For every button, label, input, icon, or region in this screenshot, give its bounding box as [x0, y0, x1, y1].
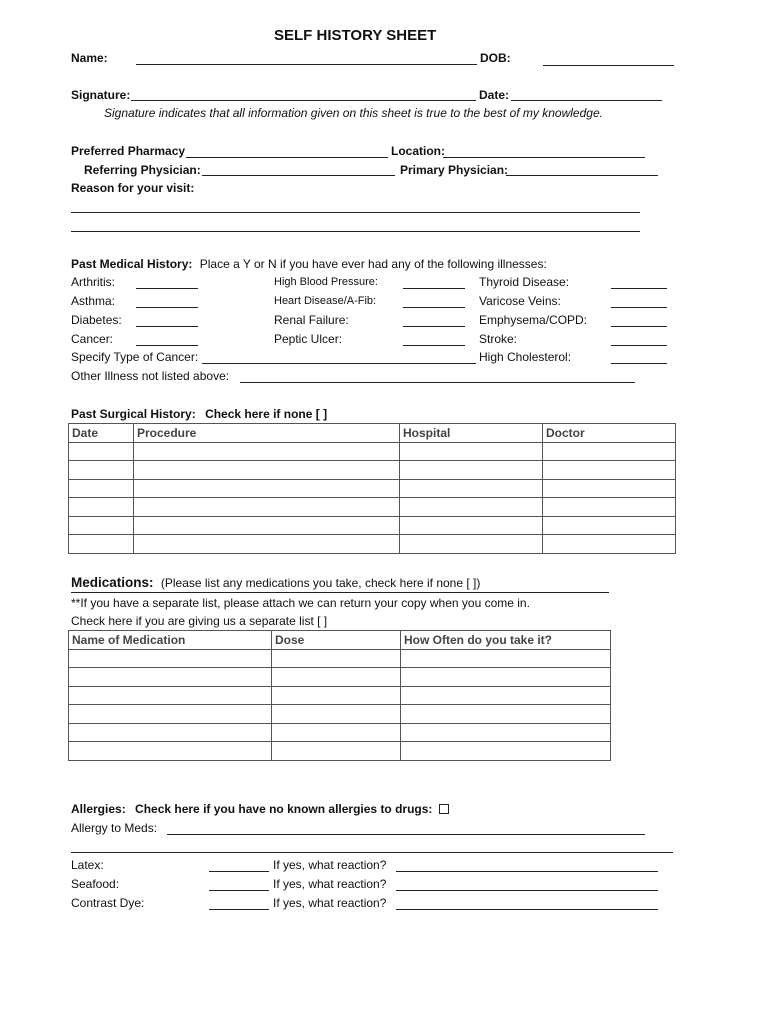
table-row — [69, 705, 611, 724]
latex-reaction-field[interactable] — [396, 871, 658, 872]
referring-physician-label: Referring Physician: — [84, 163, 201, 177]
pmh-arthritis-field[interactable] — [136, 288, 198, 289]
table-cell[interactable] — [543, 442, 676, 461]
table-cell[interactable] — [272, 649, 401, 668]
psh-check-none[interactable]: Check here if none [ ] — [205, 407, 328, 421]
table-cell[interactable] — [69, 742, 272, 761]
table-header-row — [69, 631, 611, 650]
pmh-renal-failure-field[interactable] — [403, 326, 465, 327]
name-label: Name: — [71, 51, 108, 65]
meds-separate-list-check[interactable]: Check here if you are giving us a separate list [ ] — [71, 614, 328, 628]
meds-header — [71, 575, 480, 590]
primary-physician-field[interactable] — [506, 175, 658, 176]
table-cell[interactable] — [69, 535, 134, 554]
meds-instruction[interactable]: (Please list any medications you take, check here if none [ ]) — [160, 576, 481, 590]
pmh-item-arthritis: Arthritis: — [71, 275, 116, 289]
location-field[interactable] — [443, 157, 645, 158]
table-cell[interactable] — [543, 479, 676, 498]
page-title: SELF HISTORY SHEET — [274, 27, 437, 44]
reason-field-line-2[interactable] — [71, 231, 640, 232]
table-row — [69, 742, 611, 761]
col-date: Date — [69, 424, 134, 443]
table-cell[interactable] — [400, 479, 543, 498]
table-cell[interactable] — [272, 723, 401, 742]
allergies-header — [71, 802, 449, 816]
signature-field[interactable] — [131, 100, 476, 101]
pmh-emphysema-copd-field[interactable] — [611, 326, 667, 327]
pmh-header — [71, 257, 547, 271]
table-cell[interactable] — [400, 442, 543, 461]
table-cell[interactable] — [272, 668, 401, 687]
pmh-high-cholesterol-field[interactable] — [611, 363, 667, 364]
pmh-other-illness-field[interactable] — [240, 382, 635, 383]
reason-label: Reason for your visit: — [71, 181, 195, 195]
table-row — [69, 723, 611, 742]
pmh-varicose-veins-field[interactable] — [611, 307, 667, 308]
pmh-item-asthma: Asthma: — [71, 294, 116, 308]
table-cell[interactable] — [134, 461, 400, 480]
pmh-item-varicose-veins: Varicose Veins: — [479, 294, 561, 308]
date-label: Date: — [479, 88, 510, 102]
preferred-pharmacy-label: Preferred Pharmacy — [71, 144, 186, 158]
pmh-heart-disease-field[interactable] — [403, 307, 465, 308]
col-hospital: Hospital — [400, 424, 543, 443]
contrast-dye-field[interactable] — [209, 909, 269, 910]
table-cell[interactable] — [134, 498, 400, 517]
table-cell[interactable] — [543, 535, 676, 554]
dob-field[interactable] — [543, 65, 674, 66]
col-procedure: Procedure — [134, 424, 400, 443]
pmh-item-stroke: Stroke: — [479, 332, 518, 346]
table-row — [69, 479, 676, 498]
pmh-asthma-field[interactable] — [136, 307, 198, 308]
contrast-dye-reaction-label: If yes, what reaction? — [273, 896, 387, 910]
table-cell[interactable] — [272, 742, 401, 761]
table-cell[interactable] — [69, 686, 272, 705]
contrast-dye-reaction-field[interactable] — [396, 909, 658, 910]
table-row — [69, 686, 611, 705]
table-cell[interactable] — [69, 461, 134, 480]
table-row — [69, 516, 676, 535]
pmh-item-emphysema-copd: Emphysema/COPD: — [479, 313, 588, 327]
table-cell[interactable] — [543, 461, 676, 480]
col-medication-name: Name of Medication — [69, 631, 272, 650]
pmh-item-thyroid-disease: Thyroid Disease: — [479, 275, 570, 289]
pmh-item-cancer: Cancer: — [71, 332, 114, 346]
meds-divider — [71, 592, 609, 593]
preferred-pharmacy-field[interactable] — [186, 157, 388, 158]
pmh-cancer-field[interactable] — [136, 345, 198, 346]
table-cell[interactable] — [401, 668, 611, 687]
location-label: Location: — [391, 144, 445, 158]
table-cell[interactable] — [400, 516, 543, 535]
seafood-reaction-field[interactable] — [396, 890, 658, 891]
table-cell[interactable] — [69, 705, 272, 724]
table-cell[interactable] — [69, 723, 272, 742]
allergies-check-text: Check here if you have no known allergies to drugs: — [135, 802, 433, 816]
latex-field[interactable] — [209, 871, 269, 872]
signature-label: Signature: — [71, 88, 131, 102]
table-cell[interactable] — [400, 461, 543, 480]
pmh-specify-cancer-field[interactable] — [202, 363, 476, 364]
pmh-thyroid-disease-field[interactable] — [611, 288, 667, 289]
allergy-item-seafood: Seafood: — [71, 877, 120, 891]
col-dose: Dose — [272, 631, 401, 650]
medications-table — [68, 630, 611, 761]
psh-heading: Past Surgical History: — [71, 407, 196, 421]
surgical-history-table — [68, 423, 676, 554]
table-cell[interactable] — [134, 479, 400, 498]
table-cell[interactable] — [272, 686, 401, 705]
allergy-to-meds-label: Allergy to Meds: — [71, 821, 158, 835]
name-field[interactable] — [136, 64, 477, 65]
table-cell[interactable] — [401, 705, 611, 724]
table-cell[interactable] — [401, 686, 611, 705]
table-row — [69, 668, 611, 687]
table-cell[interactable] — [401, 742, 611, 761]
no-known-allergies-checkbox[interactable] — [439, 804, 449, 814]
allergy-to-meds-field[interactable] — [167, 834, 645, 835]
table-row — [69, 461, 676, 480]
table-row — [69, 498, 676, 517]
col-doctor: Doctor — [543, 424, 676, 443]
table-cell[interactable] — [134, 535, 400, 554]
pmh-high-blood-pressure-field[interactable] — [403, 288, 465, 289]
seafood-field[interactable] — [209, 890, 269, 891]
reason-field-line-1[interactable] — [71, 212, 640, 213]
pmh-item-high-cholesterol: High Cholesterol: — [479, 350, 572, 364]
table-cell[interactable] — [401, 649, 611, 668]
table-cell[interactable] — [401, 723, 611, 742]
pmh-instruction: Place a Y or N if you have ever had any of the following illnesses: — [199, 257, 547, 271]
primary-physician-label: Primary Physician: — [400, 163, 509, 177]
referring-physician-field[interactable] — [202, 175, 395, 176]
table-cell[interactable] — [69, 442, 134, 461]
allergy-item-latex: Latex: — [71, 858, 104, 872]
psh-header — [71, 407, 327, 421]
allergies-heading: Allergies: — [71, 802, 126, 816]
pmh-other-illness-label: Other Illness not listed above: — [71, 369, 230, 383]
col-frequency: How Often do you take it? — [401, 631, 611, 650]
table-header-row — [69, 424, 676, 443]
table-row — [69, 442, 676, 461]
table-row — [69, 535, 676, 554]
pmh-stroke-field[interactable] — [611, 345, 667, 346]
date-field[interactable] — [511, 100, 662, 101]
allergy-item-contrast-dye: Contrast Dye: — [71, 896, 145, 910]
table-cell[interactable] — [69, 479, 134, 498]
pmh-item-high-blood-pressure: High Blood Pressure: — [274, 276, 378, 288]
meds-heading: Medications: — [71, 575, 154, 590]
latex-reaction-label: If yes, what reaction? — [273, 858, 387, 872]
pmh-specify-cancer-label: Specify Type of Cancer: — [71, 350, 199, 364]
pmh-heading: Past Medical History: — [71, 257, 193, 271]
table-cell[interactable] — [69, 516, 134, 535]
table-cell[interactable] — [543, 516, 676, 535]
table-cell[interactable] — [69, 668, 272, 687]
table-cell[interactable] — [69, 498, 134, 517]
table-cell[interactable] — [400, 535, 543, 554]
pmh-item-renal-failure: Renal Failure: — [274, 313, 349, 327]
table-cell[interactable] — [272, 705, 401, 724]
meds-separate-list-note: **If you have a separate list, please attach we can return your copy when you come in. — [71, 596, 530, 610]
table-cell[interactable] — [134, 516, 400, 535]
table-cell[interactable] — [543, 498, 676, 517]
pmh-item-peptic-ulcer: Peptic Ulcer: — [274, 332, 343, 346]
pmh-item-diabetes: Diabetes: — [71, 313, 122, 327]
table-cell[interactable] — [134, 442, 400, 461]
table-row — [69, 649, 611, 668]
pmh-peptic-ulcer-field[interactable] — [403, 345, 465, 346]
seafood-reaction-label: If yes, what reaction? — [273, 877, 387, 891]
pmh-item-heart-disease: Heart Disease/A-Fib: — [274, 295, 377, 307]
table-cell[interactable] — [69, 649, 272, 668]
pmh-diabetes-field[interactable] — [136, 326, 198, 327]
allergies-divider — [71, 852, 673, 853]
signature-note: Signature indicates that all information given on this sheet is true to the best of my knowledge. — [104, 106, 603, 120]
dob-label: DOB: — [480, 51, 511, 65]
table-cell[interactable] — [400, 498, 543, 517]
